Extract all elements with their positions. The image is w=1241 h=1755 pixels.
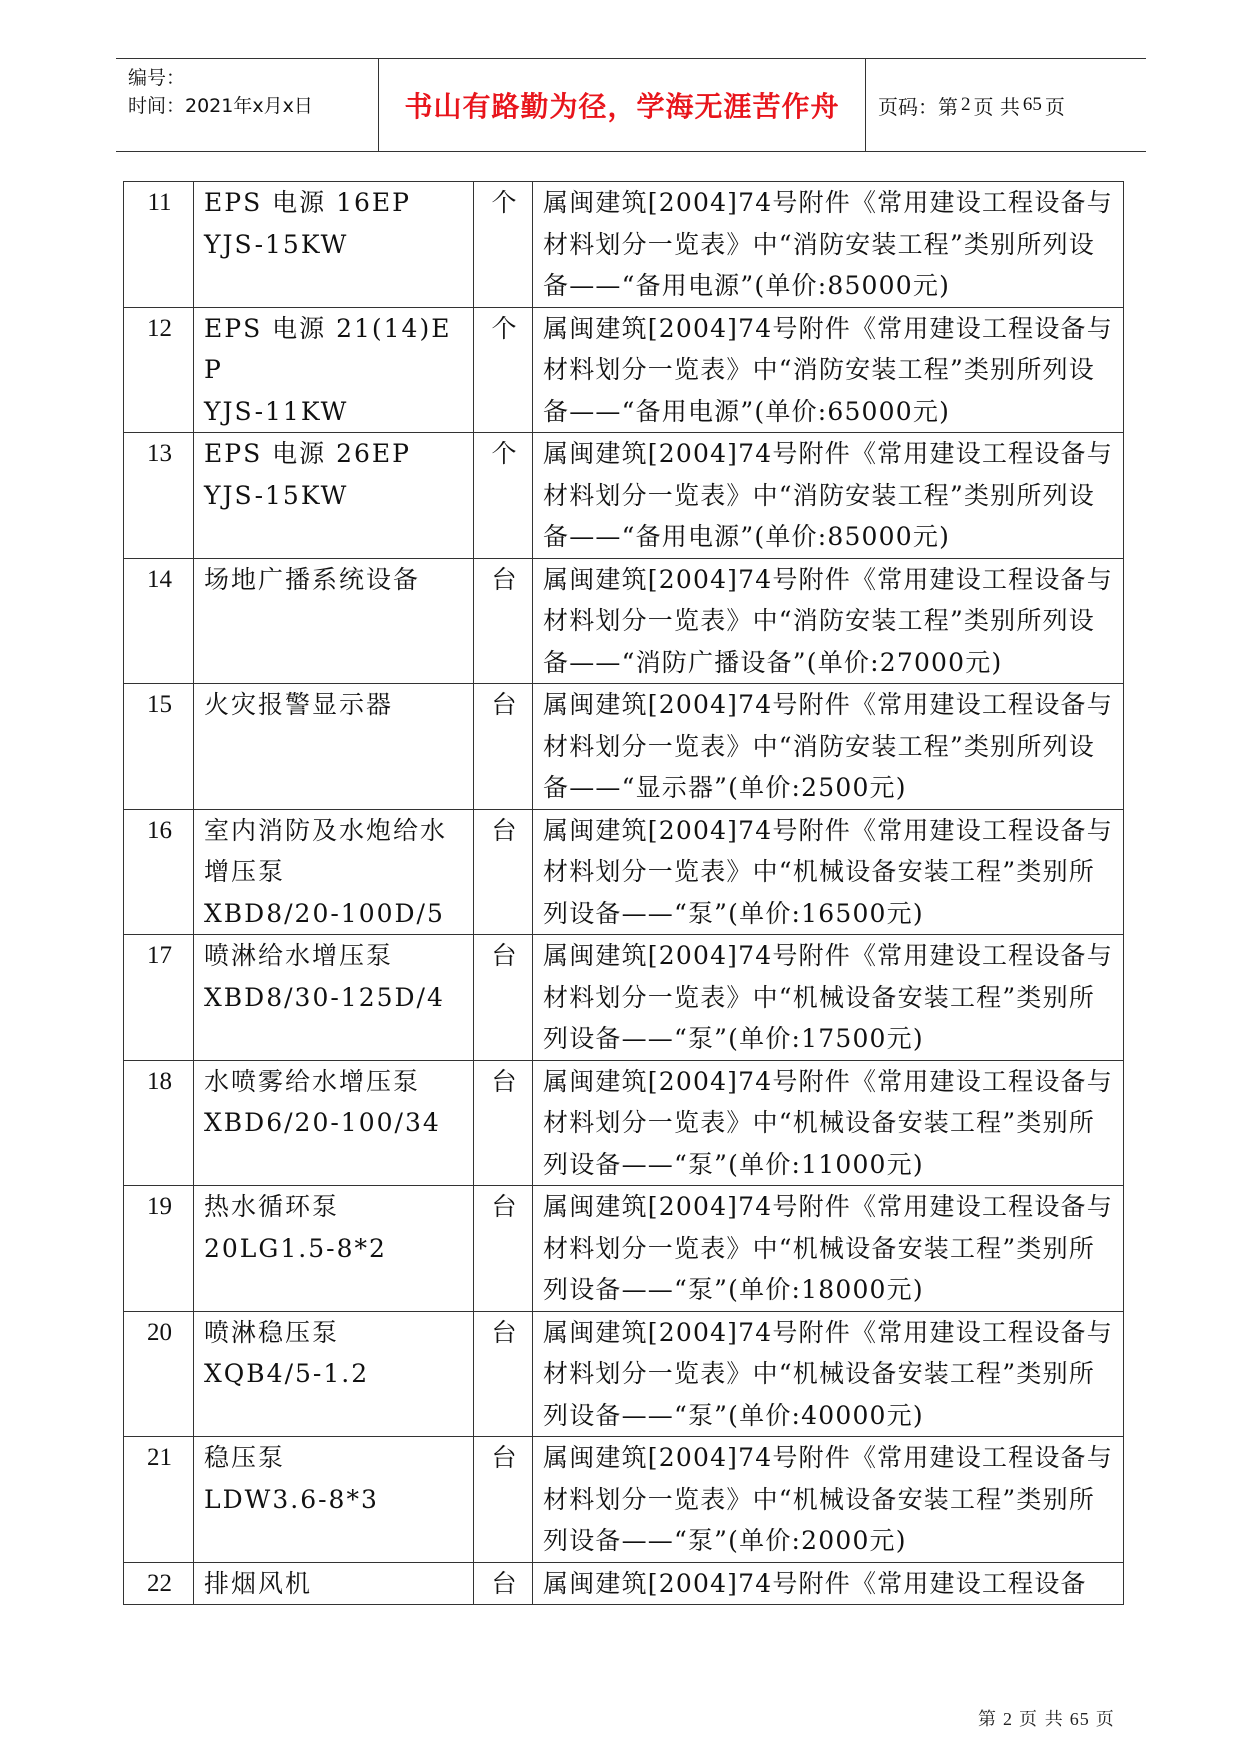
table-row <box>124 558 1124 684</box>
row-number: 11 <box>124 182 194 308</box>
footer-mid: 页 共 <box>1019 1709 1064 1730</box>
page-total: 65 <box>1022 94 1042 115</box>
equipment-name: EPS 电源 26EP YJS-15KW <box>194 433 474 559</box>
table-row <box>124 1437 1124 1563</box>
classification-basis: 属闽建筑[2004]74号附件《常用建设工程设备与材料划分一览表》中“消防安装工程”类别所列设备——“消防广播设备”(单价:27000元) <box>533 558 1124 684</box>
equipment-name: 喷淋给水增压泵 XBD8/30-125D/4 <box>194 935 474 1061</box>
equipment-name: 喷淋稳压泵 XQB4/5-1.2 <box>194 1311 474 1437</box>
table-row <box>124 935 1124 1061</box>
equipment-name: 火灾报警显示器 <box>194 684 474 810</box>
row-number: 22 <box>124 1562 194 1605</box>
page-current: 2 <box>961 94 971 115</box>
table-row <box>124 1186 1124 1312</box>
page-mid: 页 共 <box>973 94 1020 119</box>
classification-basis: 属闽建筑[2004]74号附件《常用建设工程设备与材料划分一览表》中“消防安装工程”类别所列设备——“备用电源”(单价:85000元) <box>533 433 1124 559</box>
row-number: 15 <box>124 684 194 810</box>
table-row <box>124 1311 1124 1437</box>
unit: 台 <box>474 809 533 935</box>
unit: 个 <box>474 182 533 308</box>
equipment-table <box>123 181 1124 1605</box>
table-row <box>124 1060 1124 1186</box>
classification-basis: 属闽建筑[2004]74号附件《常用建设工程设备 <box>533 1562 1124 1605</box>
table-row <box>124 433 1124 559</box>
row-number: 16 <box>124 809 194 935</box>
classification-basis: 属闽建筑[2004]74号附件《常用建设工程设备与材料划分一览表》中“机械设备安装工程”类别所列设备——“泵”(单价:11000元) <box>533 1060 1124 1186</box>
table-row <box>124 182 1124 308</box>
unit: 台 <box>474 1562 533 1605</box>
footer-page-current: 2 <box>1003 1709 1013 1729</box>
equipment-name: 场地广播系统设备 <box>194 558 474 684</box>
classification-basis: 属闽建筑[2004]74号附件《常用建设工程设备与材料划分一览表》中“机械设备安装工程”类别所列设备——“泵”(单价:17500元) <box>533 935 1124 1061</box>
unit: 台 <box>474 684 533 810</box>
classification-basis: 属闽建筑[2004]74号附件《常用建设工程设备与材料划分一览表》中“机械设备安装工程”类别所列设备——“泵”(单价:18000元) <box>533 1186 1124 1312</box>
classification-basis: 属闽建筑[2004]74号附件《常用建设工程设备与材料划分一览表》中“机械设备安装工程”类别所列设备——“泵”(单价:2000元) <box>533 1437 1124 1563</box>
equipment-name: 热水循环泵 20LG1.5-8*2 <box>194 1186 474 1312</box>
unit: 台 <box>474 1311 533 1437</box>
classification-basis: 属闽建筑[2004]74号附件《常用建设工程设备与材料划分一览表》中“机械设备安装工程”类别所列设备——“泵”(单价:16500元) <box>533 809 1124 935</box>
row-number: 13 <box>124 433 194 559</box>
footer-prefix: 第 <box>978 1709 997 1730</box>
row-number: 12 <box>124 307 194 433</box>
unit: 个 <box>474 307 533 433</box>
page-header <box>116 58 1146 152</box>
date-label: 时间：2021年x月x日 <box>128 95 313 117</box>
table-row <box>124 307 1124 433</box>
unit: 个 <box>474 433 533 559</box>
serial-label: 编号： <box>128 67 186 89</box>
row-number: 14 <box>124 558 194 684</box>
equipment-name: 稳压泵 LDW3.6-8*3 <box>194 1437 474 1563</box>
unit: 台 <box>474 1186 533 1312</box>
page-suffix: 页 <box>1044 94 1065 119</box>
unit: 台 <box>474 1060 533 1186</box>
footer-suffix: 页 <box>1095 1709 1115 1730</box>
equipment-name: EPS 电源 16EP YJS-15KW <box>194 182 474 308</box>
row-number: 19 <box>124 1186 194 1312</box>
equipment-name: 排烟风机 <box>194 1562 474 1605</box>
equipment-name: EPS 电源 21(14)EP YJS-11KW <box>194 307 474 433</box>
table-row <box>124 1562 1124 1605</box>
unit: 台 <box>474 935 533 1061</box>
equipment-name: 水喷雾给水增压泵 XBD6/20-100/34 <box>194 1060 474 1186</box>
page-prefix: 页码：第 <box>878 94 958 119</box>
row-number: 20 <box>124 1311 194 1437</box>
row-number: 18 <box>124 1060 194 1186</box>
table-row <box>124 684 1124 810</box>
classification-basis: 属闽建筑[2004]74号附件《常用建设工程设备与材料划分一览表》中“消防安装工程”类别所列设备——“显示器”(单价:2500元) <box>533 684 1124 810</box>
equipment-table-body <box>124 182 1124 1605</box>
row-number: 17 <box>124 935 194 1061</box>
classification-basis: 属闽建筑[2004]74号附件《常用建设工程设备与材料划分一览表》中“机械设备安装工程”类别所列设备——“泵”(单价:40000元) <box>533 1311 1124 1437</box>
header-meta <box>116 59 378 151</box>
unit: 台 <box>474 558 533 684</box>
header-motto: 书山有路勤为径，学海无涯苦作舟 <box>378 59 866 151</box>
header-page-number <box>866 59 1146 151</box>
equipment-name: 室内消防及水炮给水增压泵 XBD8/20-100D/5 <box>194 809 474 935</box>
unit: 台 <box>474 1437 533 1563</box>
classification-basis: 属闽建筑[2004]74号附件《常用建设工程设备与材料划分一览表》中“消防安装工程”类别所列设备——“备用电源”(单价:65000元) <box>533 307 1124 433</box>
table-row <box>124 809 1124 935</box>
page-footer <box>978 1705 1115 1731</box>
footer-page-total: 65 <box>1069 1709 1090 1729</box>
classification-basis: 属闽建筑[2004]74号附件《常用建设工程设备与材料划分一览表》中“消防安装工程”类别所列设备——“备用电源”(单价:85000元) <box>533 182 1124 308</box>
row-number: 21 <box>124 1437 194 1563</box>
